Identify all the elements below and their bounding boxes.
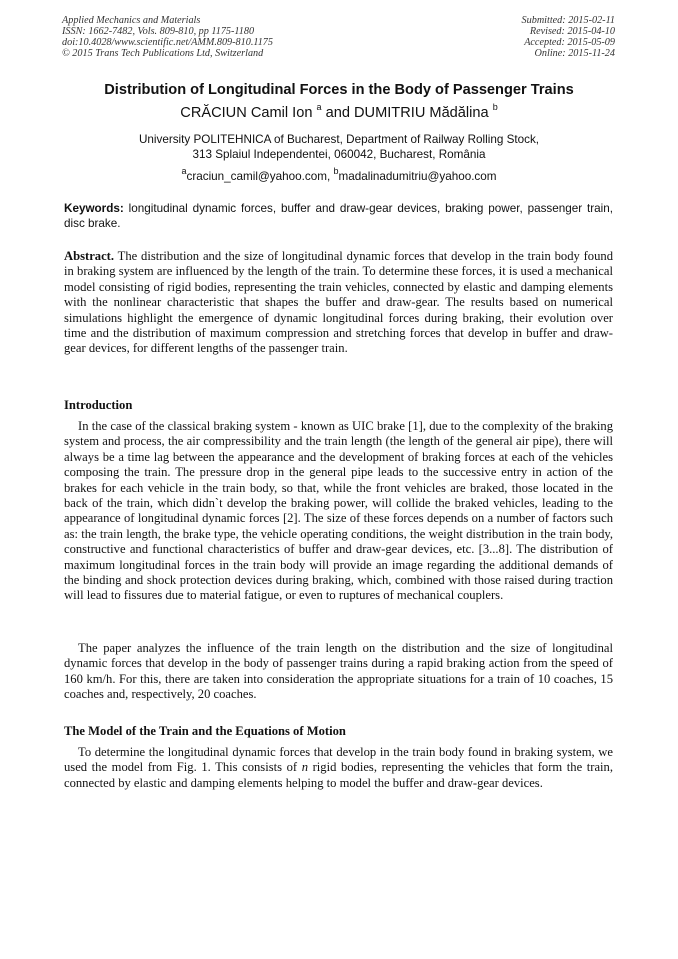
paper-title: Distribution of Longitudinal Forces in the Body of Passenger Trains bbox=[104, 82, 574, 98]
affiliation-line-2: 313 Splaiul Independentei, 060042, Bucharest, România bbox=[192, 148, 486, 161]
introduction-paragraph-1: In the case of the classical braking system - known as UIC brake [1], due to the complexity of the braking system and process, the air compressibility and the train length (the length of the general air pipe), there will always be a time lag between the appearance and the development of braking forces at each of the vehicles composing the train. The pressure drop in the general pipe leads to the successive entry in action of the brakes for each vehicle in the train body, so that, while the front vehicles are braked, those located in the back of the train, which didn`t develop the braking power, will collide the braked vehicles, leading to the appearance of longitudinal dynamic forces [2]. The size of these forces depends on a number of factors such as: the train length, the brake type, the vehicle operating conditions, the weight distribution in the train body, constructive and functional characteristics of buffer and draw-gear devices, etc. [3...8]. The distribution of maximum longitudinal forces in the train body will provide an image regarding the additional demands of the binding and shock protection devices during braking, which, combined with those raised during traction will lead to fissures due to material fatigue, or even to ruptures of mechanical couplers. bbox=[64, 419, 613, 603]
email-a-mark: a bbox=[181, 166, 187, 176]
revised-date: Revised: 2015-04-10 bbox=[529, 26, 615, 38]
author-1: CRĂCIUN Camil Ion bbox=[180, 104, 313, 121]
keywords-label: Keywords: bbox=[64, 202, 124, 215]
section-heading-model: The Model of the Train and the Equations of Motion bbox=[64, 724, 346, 738]
accepted-date: Accepted: 2015-05-09 bbox=[524, 37, 615, 49]
model-paragraph-1 bbox=[64, 745, 613, 791]
email-a: craciun_camil@yahoo.com, bbox=[186, 169, 334, 183]
author-1-affil-mark: a bbox=[316, 102, 322, 112]
affiliation-line-1: University POLITEHNICA of Bucharest, Department of Railway Rolling Stock, bbox=[138, 133, 540, 146]
model-text-b: rigid bodies, representing the vehicles that form the train, connected by elastic and damping elements helping to model the buffer and draw-gear devices. bbox=[64, 760, 613, 790]
keywords-text: longitudinal dynamic forces, buffer and draw-gear devices, braking power, passenger train, disc brake. bbox=[64, 202, 613, 231]
model-text-a: To determine the longitudinal dynamic forces that develop in the train body found in braking system, we used the model from Fig. 1. This consists of bbox=[64, 745, 613, 775]
author-2-affil-mark: b bbox=[492, 102, 498, 112]
abstract bbox=[64, 249, 613, 357]
email-line bbox=[0, 167, 678, 183]
online-date: Online: 2015-11-24 bbox=[534, 48, 615, 60]
abstract-text: The distribution and the size of longitudinal dynamic forces that develop in the train body found in braking system are influenced by the length of the train. To determine these forces, it is used a mechanical model consisting of rigid bodies, representing the train vehicles, connected by elastic and damping elements with the nonlinear characteristic that shapes the buffer and draw-gear. The results based on numerical simulations highlight the emergence of dynamic longitudinal forces during braking, their evolution over time and the distribution of maximum compression and stretching forces that develop in buffer and draw-gear devices, for different lengths of the passenger train. bbox=[64, 249, 613, 356]
author-2: DUMITRIU Mădălina bbox=[354, 104, 489, 121]
introduction-paragraph-2: The paper analyzes the influence of the train length on the distribution and the size of longitudinal dynamic forces that develop in the body of passenger trains during a rapid braking action from the speed of 160 km/h. For this, there are taken into consideration the appropriate situations for a train of 10 coaches, 15 coaches and, respectively, 20 coaches. bbox=[64, 641, 613, 702]
author-line bbox=[0, 103, 678, 121]
abstract-label: Abstract. bbox=[64, 249, 115, 263]
email-b: madalinadumitriu@yahoo.com bbox=[338, 169, 497, 183]
author-conjunction: and bbox=[321, 104, 355, 121]
journal-name: Applied Mechanics and Materials bbox=[62, 15, 201, 26]
issn-line: ISSN: 1662-7482, Vols. 809-810, pp 1175-1180 bbox=[62, 26, 255, 38]
affiliation bbox=[0, 132, 678, 162]
submitted-date: Submitted: 2015-02-11 bbox=[521, 15, 615, 26]
journal-header-left bbox=[62, 15, 273, 59]
model-variable-n: n bbox=[301, 760, 308, 775]
section-heading-introduction: Introduction bbox=[64, 398, 133, 412]
doi-line: doi:10.4028/www.scientific.net/AMM.809-810.1175 bbox=[62, 37, 273, 49]
copyright-line: © 2015 Trans Tech Publications Ltd, Switzerland bbox=[62, 48, 264, 60]
keywords bbox=[64, 201, 613, 231]
journal-header-right bbox=[522, 15, 615, 59]
email-b-mark: b bbox=[333, 166, 339, 176]
